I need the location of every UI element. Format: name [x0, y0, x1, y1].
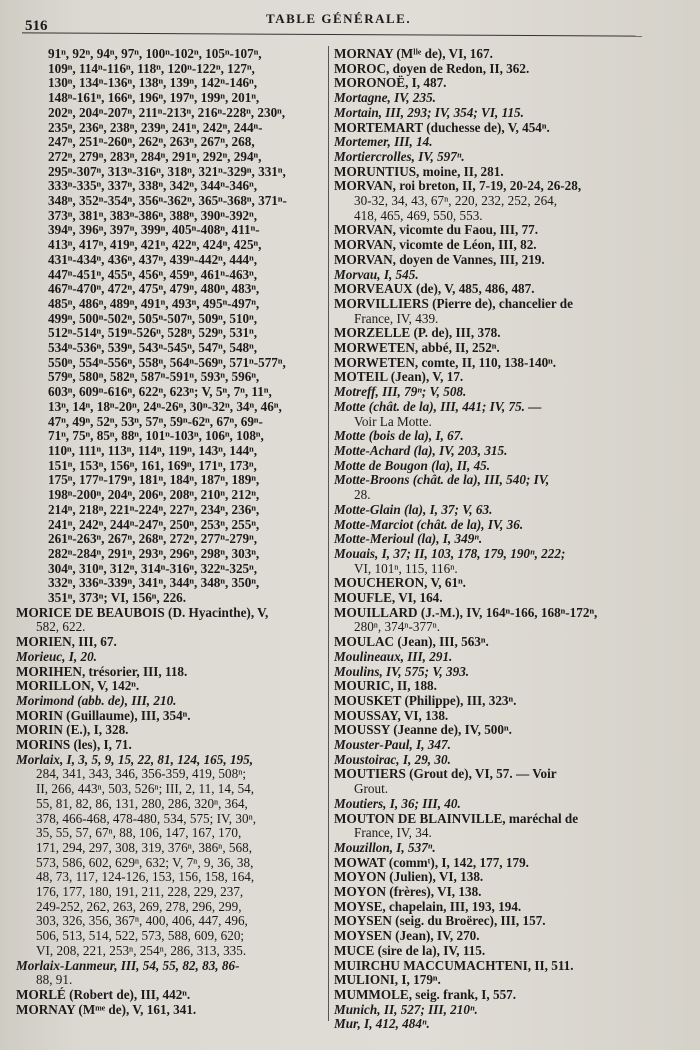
index-line: 534ⁿ-536ⁿ, 539ⁿ, 543ⁿ-545ⁿ, 547ⁿ, 548ⁿ, — [48, 340, 258, 356]
index-line: Mouais, I, 37; II, 103, 178, 179, 190ⁿ, 222; — [334, 545, 566, 561]
index-line: Morvau, I, 545. — [334, 266, 419, 282]
index-line: 261ⁿ-263ⁿ, 267ⁿ, 268ⁿ, 272ⁿ, 277ⁿ-279ⁿ, — [48, 531, 258, 547]
index-line: MOUTIERS (Grout de), VI, 57. — Voir — [334, 766, 557, 782]
index-line: 603ⁿ, 609ⁿ-616ⁿ, 622ⁿ, 623ⁿ; V, 5ⁿ, 7ⁿ, 11ⁿ, — [48, 384, 272, 400]
index-line: MOULAC (Jean), III, 563ⁿ. — [334, 634, 489, 650]
index-line: 485ⁿ, 486ⁿ, 489ⁿ, 491ⁿ, 493ⁿ, 495ⁿ-497ⁿ, — [48, 295, 260, 311]
index-line: Motte-Broons (chât. de la), III, 540; IV, — [334, 472, 550, 488]
index-line: MORINS (les), I, 71. — [16, 737, 132, 753]
index-line: MORVAN, vicomte de Léon, III, 82. — [334, 237, 537, 253]
index-line: 30-32, 34, 43, 67ⁿ, 220, 232, 252, 264, — [354, 193, 558, 209]
index-line: 47ⁿ, 49ⁿ, 52ⁿ, 53ⁿ, 57ⁿ, 59ⁿ-62ⁿ, 67ⁿ, 69ⁿ- — [48, 413, 263, 429]
index-line: MOUCHERON, V, 61ⁿ. — [334, 575, 466, 591]
index-line: 48, 73, 117, 124-126, 153, 156, 158, 164, — [36, 869, 255, 885]
page-number: 516 — [25, 18, 48, 34]
index-line: 235ⁿ, 236ⁿ, 238ⁿ, 239ⁿ, 241ⁿ, 242ⁿ, 244ⁿ- — [48, 119, 263, 135]
index-line: MUCE (sire de la), IV, 115. — [334, 942, 486, 958]
index-line: Mur, I, 412, 484ⁿ. — [334, 1016, 430, 1032]
index-line: 202ⁿ, 204ⁿ-207ⁿ, 211ⁿ-213ⁿ, 216ⁿ-228ⁿ, 230ⁿ, — [48, 104, 286, 120]
index-line: 214ⁿ, 218ⁿ, 221ⁿ-224ⁿ, 227ⁿ, 234ⁿ, 236ⁿ, — [48, 501, 260, 517]
index-line: Motreff, III, 79ⁿ; V, 508. — [334, 384, 467, 400]
index-line: Moustoirac, I, 29, 30. — [334, 751, 451, 767]
index-line: Moulineaux, III, 291. — [334, 648, 453, 664]
index-line: MOUILLARD (J.-M.), IV, 164ⁿ-166, 168ⁿ-172ⁿ, — [334, 604, 598, 620]
index-line: MOWAT (commᵗ), I, 142, 177, 179. — [334, 854, 529, 870]
index-line: 295ⁿ-307ⁿ, 313ⁿ-316ⁿ, 318ⁿ, 321ⁿ-329ⁿ, 331ⁿ, — [48, 163, 286, 179]
index-line: MORIN (Guillaume), III, 354ⁿ. — [16, 707, 191, 723]
index-line: 378, 466-468, 478-480, 534, 575; IV, 30ⁿ, — [36, 810, 257, 826]
index-line: MORWETEN, comte, II, 110, 138-140ⁿ. — [334, 354, 557, 370]
index-line: 175ⁿ, 177ⁿ-179ⁿ, 181ⁿ, 184ⁿ, 187ⁿ, 189ⁿ, — [48, 472, 260, 488]
index-line: Motte-Merioul (la), I, 349ⁿ. — [334, 531, 483, 547]
index-line: 573, 586, 602, 629ⁿ, 632; V, 7ⁿ, 9, 36, 38, — [36, 854, 254, 870]
index-line: Mortagne, IV, 235. — [334, 90, 436, 106]
index-line: 284, 341, 343, 346, 356-359, 419, 508ⁿ; — [36, 766, 247, 782]
index-line: MORICE DE BEAUBOIS (D. Hyacinthe), V, — [16, 604, 269, 620]
index-line: 151ⁿ, 153ⁿ, 156ⁿ, 161, 169ⁿ, 171ⁿ, 173ⁿ, — [48, 457, 257, 473]
index-line: MORVILLIERS (Pierre de), chancelier de — [334, 295, 573, 311]
index-line: Munich, II, 527; III, 210ⁿ. — [334, 1001, 478, 1017]
index-line: MORIHEN, trésorier, III, 118. — [16, 663, 188, 679]
index-line: MORUNTIUS, moine, II, 281. — [334, 163, 504, 179]
index-line: MORVAN, vicomte du Faou, III, 77. — [334, 222, 539, 238]
index-line: 91ⁿ, 92ⁿ, 94ⁿ, 97ⁿ, 100ⁿ-102ⁿ, 105ⁿ-107ⁿ, — [48, 46, 262, 61]
index-line: MORNAY (Mˡˡᵉ de), VI, 167. — [334, 46, 493, 61]
index-line: 447ⁿ-451ⁿ, 455ⁿ, 456ⁿ, 459ⁿ, 461ⁿ-463ⁿ, — [48, 266, 258, 282]
header-rule — [22, 32, 642, 36]
index-line: MORVAN, roi breton, II, 7-19, 20-24, 26-28, — [334, 178, 582, 194]
index-line: MOYON (frères), VI, 138. — [334, 884, 482, 900]
index-line: 247ⁿ, 251ⁿ-260ⁿ, 262ⁿ, 263ⁿ, 267ⁿ, 268, — [48, 134, 255, 150]
index-line: MORIEN, III, 67. — [16, 634, 117, 650]
page-header — [0, 8, 700, 36]
index-line: MOUTON DE BLAINVILLE, maréchal de — [334, 810, 579, 826]
index-line: 304ⁿ, 310ⁿ, 312ⁿ, 314ⁿ-316ⁿ, 322ⁿ-325ⁿ, — [48, 560, 258, 576]
index-line: 332ⁿ, 336ⁿ-339ⁿ, 341ⁿ, 344ⁿ, 348ⁿ, 350ⁿ, — [48, 575, 260, 591]
index-line: MOYON (Julien), VI, 138. — [334, 869, 484, 885]
index-line: MORZELLE (P. de), III, 378. — [334, 325, 501, 341]
index-line: Motte (bois de la), I, 67. — [334, 428, 464, 444]
index-line: 110ⁿ, 111ⁿ, 113ⁿ, 114ⁿ, 119ⁿ, 143ⁿ, 144ⁿ, — [48, 442, 258, 458]
index-line: 176, 177, 180, 191, 211, 228, 229, 237, — [36, 884, 244, 900]
index-line: MORTEMART (duchesse de), V, 454ⁿ. — [334, 119, 550, 135]
index-line: Grout. — [354, 781, 389, 797]
index-line: Morimond (abb. de), III, 210. — [16, 692, 177, 708]
index-line: MORONOË, I, 487. — [334, 75, 447, 91]
index-line: MOYSEN (seig. du Broërec), III, 157. — [334, 913, 546, 929]
index-line: MORVEAUX (de), V, 485, 486, 487. — [334, 281, 535, 297]
index-line: 249-252, 262, 263, 269, 278, 296, 299, — [36, 898, 242, 914]
index-line: MOURIC, II, 188. — [334, 678, 437, 694]
index-line: 579ⁿ, 580ⁿ, 582ⁿ, 587ⁿ-591ⁿ, 593ⁿ, 596ⁿ, — [48, 369, 260, 385]
index-line: MOYSEN (Jean), IV, 270. — [334, 928, 480, 944]
index-line: 282ⁿ-284ⁿ, 291ⁿ, 293ⁿ, 296ⁿ, 298ⁿ, 303ⁿ, — [48, 545, 260, 561]
index-line: 333ⁿ-335ⁿ, 337ⁿ, 338ⁿ, 342ⁿ, 344ⁿ-346ⁿ, — [48, 178, 258, 194]
index-line: Motte-Achard (la), IV, 203, 315. — [334, 442, 508, 458]
index-line: MUMMOLE, seig. frank, I, 557. — [334, 987, 517, 1002]
index-line: MORWETEN, abbé, II, 252ⁿ. — [334, 340, 500, 356]
index-line: Mortain, III, 293; IV, 354; VI, 115. — [334, 104, 524, 120]
index-line: Mortiercrolles, IV, 597ⁿ. — [334, 148, 465, 164]
index-line: 431ⁿ-434ⁿ, 436ⁿ, 437ⁿ, 439ⁿ-442ⁿ, 444ⁿ, — [48, 251, 258, 267]
index-line: Moulins, IV, 575; V, 393. — [334, 663, 470, 679]
index-line: MOYSE, chapelain, III, 193, 194. — [334, 898, 522, 914]
index-line: MOUSSAY, VI, 138. — [334, 707, 449, 723]
index-line: Motte-Marciot (chât. de la), IV, 36. — [334, 516, 524, 532]
index-line: 35, 55, 57, 67ⁿ, 88, 106, 147, 167, 170, — [36, 825, 242, 841]
index-line: 171, 294, 297, 308, 319, 376ⁿ, 386ⁿ, 568, — [36, 839, 253, 855]
index-line: MOUFLE, VI, 164. — [334, 590, 443, 606]
index-line: MOUSKET (Philippe), III, 323ⁿ. — [334, 692, 517, 708]
index-line: MORVAN, doyen de Vannes, III, 219. — [334, 251, 545, 267]
index-line: 28. — [354, 487, 371, 503]
index-line: 467ⁿ-470ⁿ, 472ⁿ, 475ⁿ, 479ⁿ, 480ⁿ, 483ⁿ, — [48, 281, 260, 297]
index-line: Motte de Bougon (la), II, 45. — [334, 457, 491, 473]
index-line: MULIONI, I, 179ⁿ. — [334, 972, 441, 988]
index-line: VI, 101ⁿ, 115, 116ⁿ. — [354, 560, 458, 576]
index-line: 499ⁿ, 500ⁿ-502ⁿ, 505ⁿ-507ⁿ, 509ⁿ, 510ⁿ, — [48, 310, 258, 326]
index-line: Moutiers, I, 36; III, 40. — [334, 795, 461, 811]
index-line: Mortemer, III, 14. — [334, 134, 433, 150]
index-line: 348ⁿ, 352ⁿ-354ⁿ, 356ⁿ-362ⁿ, 365ⁿ-368ⁿ, 371ⁿ- — [48, 193, 287, 209]
index-line: 394ⁿ, 396ⁿ, 397ⁿ, 399ⁿ, 405ⁿ-408ⁿ, 411ⁿ- — [48, 222, 260, 238]
index-line: Mouster-Paul, I, 347. — [334, 737, 451, 753]
index-line: 198ⁿ-200ⁿ, 204ⁿ, 206ⁿ, 208ⁿ, 210ⁿ, 212ⁿ, — [48, 487, 260, 503]
index-line: 506, 513, 514, 522, 573, 588, 609, 620; — [36, 928, 245, 944]
index-line: MORILLON, V, 142ⁿ. — [16, 678, 140, 694]
index-line: 148ⁿ-161ⁿ, 166ⁿ, 196ⁿ, 197ⁿ, 199ⁿ, 201ⁿ, — [48, 90, 260, 106]
index-line: MORLÉ (Robert de), III, 442ⁿ. — [16, 987, 191, 1002]
index-line: 55, 81, 82, 86, 131, 280, 286, 320ⁿ, 364, — [36, 795, 248, 811]
index-line: 130ⁿ, 134ⁿ-136ⁿ, 138ⁿ, 139ⁿ, 142ⁿ-146ⁿ, — [48, 75, 258, 91]
index-line: MORIN (E.), I, 328. — [16, 722, 129, 738]
index-line: MOTEIL (Jean), V, 17. — [334, 369, 464, 385]
index-line: France, IV, 439. — [354, 310, 439, 326]
running-title: TABLE GÉNÉRALE. — [266, 11, 412, 26]
index-line: MORNAY (Mᵐᵉ de), V, 161, 341. — [16, 1001, 197, 1017]
index-line: Morieuc, I, 20. — [16, 648, 97, 664]
index-line: Morlaix, I, 3, 5, 9, 15, 22, 81, 124, 165, 195, — [16, 751, 254, 767]
index-line: 413ⁿ, 417ⁿ, 419ⁿ, 421ⁿ, 422ⁿ, 424ⁿ, 425ⁿ, — [48, 237, 262, 253]
left-index-column — [16, 47, 316, 1017]
index-line: 512ⁿ-514ⁿ, 519ⁿ-526ⁿ, 528ⁿ, 529ⁿ, 531ⁿ, — [48, 325, 258, 341]
index-line: Morlaix-Lanmeur, III, 54, 55, 82, 83, 86- — [16, 957, 240, 973]
index-line: Motte (chât. de la), III, 441; IV, 75. — — [334, 398, 542, 414]
index-line: 71ⁿ, 75ⁿ, 85ⁿ, 88ⁿ, 101ⁿ-103ⁿ, 106ⁿ, 108ⁿ, — [48, 428, 264, 444]
index-line: VI, 208, 221, 253ⁿ, 254ⁿ, 286, 313, 335. — [36, 942, 247, 958]
column-divider — [328, 46, 329, 1021]
index-line: 272ⁿ, 279ⁿ, 283ⁿ, 284ⁿ, 291ⁿ, 292ⁿ, 294ⁿ, — [48, 148, 262, 164]
index-line: 373ⁿ, 381ⁿ, 383ⁿ-386ⁿ, 388ⁿ, 390ⁿ-392ⁿ, — [48, 207, 258, 223]
index-line: II, 266, 443ⁿ, 503, 526ⁿ; III, 2, 11, 14, 54, — [36, 781, 255, 797]
index-line: 280ⁿ, 374ⁿ-377ⁿ. — [354, 619, 441, 635]
index-line: 582, 622. — [36, 619, 86, 635]
index-line: MOUSSY (Jeanne de), IV, 500ⁿ. — [334, 722, 512, 738]
index-line: 550ⁿ, 554ⁿ-556ⁿ, 558ⁿ, 564ⁿ-569ⁿ, 571ⁿ-577ⁿ, — [48, 354, 286, 370]
index-line: Motte-Glain (la), I, 37; V, 63. — [334, 501, 493, 517]
index-line: 418, 465, 469, 550, 553. — [354, 207, 483, 223]
index-line: 109ⁿ, 114ⁿ-116ⁿ, 118ⁿ, 120ⁿ-122ⁿ, 127ⁿ, — [48, 60, 255, 76]
index-line: France, IV, 34. — [354, 825, 432, 841]
index-line: 13ⁿ, 14ⁿ, 18ⁿ-20ⁿ, 24ⁿ-26ⁿ, 30ⁿ-32ⁿ, 34ⁿ, 46ⁿ, — [48, 398, 282, 414]
index-line: Mouzillon, I, 537ⁿ. — [334, 839, 436, 855]
index-line: MUIRCHU MACCUMACHTENI, II, 511. — [334, 957, 574, 973]
index-line: 88, 91. — [36, 972, 73, 988]
index-line: 351ⁿ, 373ⁿ; VI, 156ⁿ, 226. — [48, 590, 187, 606]
index-line: MOROC, doyen de Redon, II, 362. — [334, 60, 530, 76]
index-line: 241ⁿ, 242ⁿ, 244ⁿ-247ⁿ, 250ⁿ, 253ⁿ, 255ⁿ, — [48, 516, 260, 532]
index-line: 303, 326, 356, 367ⁿ, 400, 406, 447, 496, — [36, 913, 248, 929]
index-line: Voir La Motte. — [354, 413, 432, 429]
right-index-column — [334, 47, 644, 1032]
